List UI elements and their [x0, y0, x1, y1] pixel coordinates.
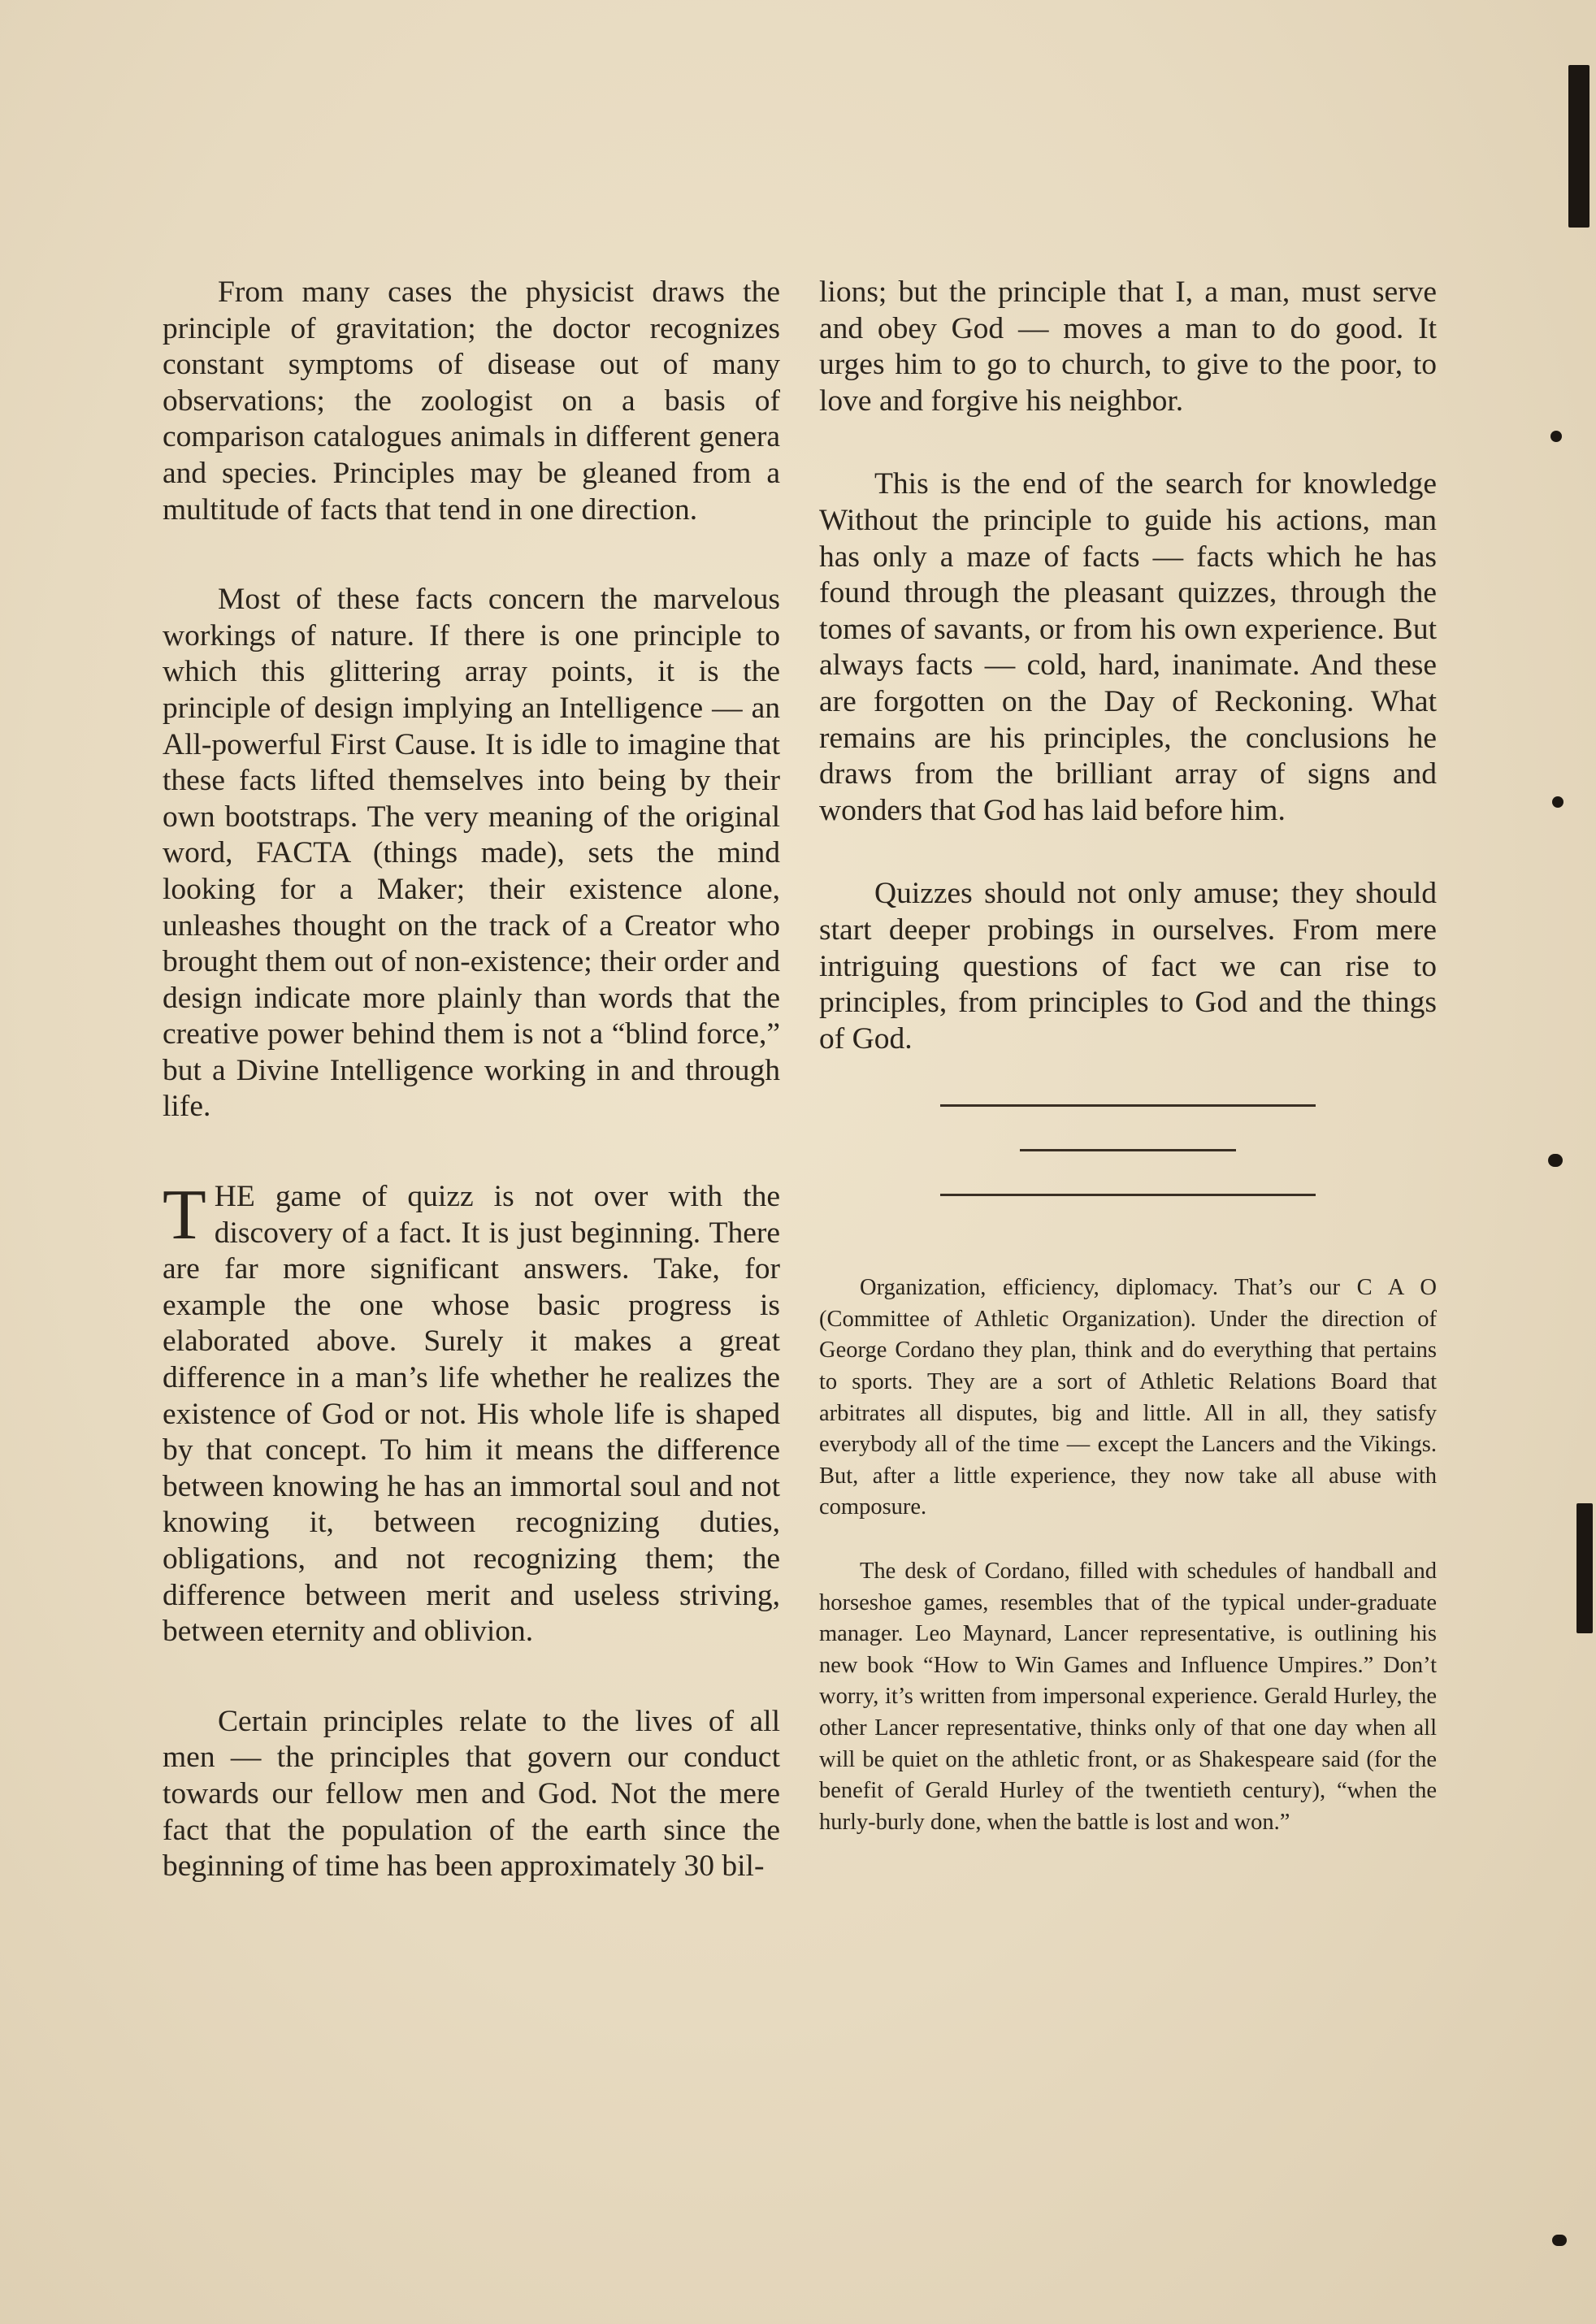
sidebar-paragraph-2: The desk of Cordano, filled with schedules of handball and horseshoe games, resembles that of the typical under-graduate manager. Leo Maynard, Lancer representative, is outlining his new book “How to Win Games and Influence Umpires.” Don’t worry, it’s written from impersonal experience. Gerald Hurley, the other Lancer representative, thinks only of that one day when all will be quiet on the athletic front, or as Shakespeare said (for the benefit of Gerald Hurley of the twentieth century), “when the hurly-burly done, when the battle is lost and won.”: [819, 1559, 1437, 1835]
binding-mark: [1550, 431, 1562, 442]
binding-mark: [1548, 1154, 1563, 1167]
drop-cap: T: [163, 1176, 206, 1255]
binding-mark: [1552, 2235, 1567, 2246]
divider-rule-top: [940, 1104, 1316, 1107]
divider-rule-middle: [1020, 1149, 1236, 1151]
sidebar-paragraph-1: Organization, efficiency, diplomacy. That’s our C A O (Committee of Athletic Organization). Under the direction of George Cordano they plan, think and do everything that pertains to sports. They are a sort of Athletic Relations Board that arbitrates all disputes, big and little. All in all, they satisfy everybody all of the time — except the Lancers and the Vikings. But, after a little experience, they now take all abuse with composure.: [819, 1275, 1437, 1520]
right-column: [819, 275, 1437, 1838]
binding-mark: [1568, 65, 1589, 228]
right-paragraph-3: Quizzes should not only amuse; they should start deeper probings in ourselves. From mere intriguing questions of fact we can rise to principles, from principles to God and the things of God.: [819, 877, 1437, 1056]
left-paragraph-4: Certain principles relate to the lives of all men — the principles that govern our conduct towards our fellow men and God. Not the mere fact that the population of the earth since the beginning of time has been approximately 30 bil-: [163, 1704, 780, 1884]
binding-mark: [1576, 1503, 1593, 1633]
right-paragraph-1: lions; but the principle that I, a man, must serve and obey God — moves a man to do good. It urges him to go to church, to give to the poor, to love and forgive his neighbor.: [819, 275, 1437, 418]
left-paragraph-1: From many cases the physicist draws the principle of gravitation; the doctor recognizes constant symptoms of disease out of many observations; the zoologist on a basis of comparison catalogues animals in different genera and species. Principles may be gleaned from a multitude of facts that tend in one direction.: [163, 275, 780, 527]
left-paragraph-3-text: HE game of quizz is not over with the discovery of a fact. It is just beginning. There are far more significant answers. Take, for example the one whose basic progress is elaborated above. Surely it makes a great difference in a man’s life whether he realizes the existence of God or not. His whole life is shaped by that concept. To him it means the difference between knowing he has an immortal soul and not knowing it, between recognizing duties, obligations, and not recognizing them; the difference between merit and useless striving, between eternity and oblivion.: [163, 1180, 780, 1649]
left-paragraph-3: [163, 1176, 780, 1650]
left-paragraph-2: Most of these facts concern the marvelous workings of nature. If there is one principle to which this glittering array points, it is the principle of design implying an Intelligence — an All-powerful First Cause. It is idle to imagine that these facts lifted themselves into being by their own bootstraps. The very meaning of the original word, FACTA (things made), sets the mind looking for a Maker; their existence alone, unleashes thought on the track of a Creator who brought them out of non-existence; their order and design indicate more plainly than words that the creative power behind them is not a “blind force,” but a Divine Intelligence working in and through life.: [163, 583, 780, 1124]
binding-mark: [1552, 796, 1563, 808]
right-paragraph-2: This is the end of the search for knowledge Without the principle to guide his actions, man has only a maze of facts — facts which he has found through the pleasant quizzes, through the tomes of savants, or from his own experience. But always facts — cold, hard, inanimate. And these are forgotten on the Day of Reckoning. What remains are his principles, the conclusions he draws from the brilliant array of signs and wonders that God has laid before him.: [819, 467, 1437, 827]
left-column: [163, 275, 780, 1885]
